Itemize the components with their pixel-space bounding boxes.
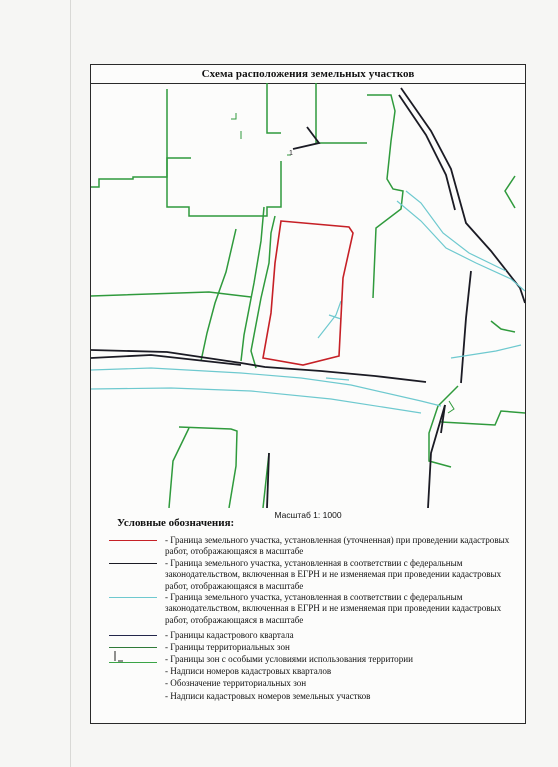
legend-item-text: - Граница земельного участка, установленная в соответствии с федеральным законодательством, включенная в ЕГРН и не изменяемая при проведении кадастровых работ, отображающаяся в масштабе — [165, 558, 502, 591]
legend-swatch-red — [109, 540, 157, 541]
legend-item-text: - Надписи номеров кадастровых кварталов — [165, 666, 332, 676]
legend-swatch-black — [109, 563, 157, 564]
legend — [91, 65, 525, 725]
legend-item-text: - Обозначение территориальных зон — [165, 678, 307, 688]
scale-label: Масштаб 1: 1000 — [274, 510, 342, 520]
legend-swatch-green-dark — [109, 647, 157, 648]
scheme-sheet — [90, 64, 526, 724]
legend-item-text: - Граница земельного участка, установленная в соответствии с федеральным законодательством, включенная в ЕГРН и не изменяемая при проведении кадастровых работ, отображающаяся в масштабе — [165, 592, 502, 625]
parcel-number-label: 1 — [289, 150, 293, 157]
legend-swatch-navy — [109, 635, 157, 636]
legend-item-text: - Границы территориальных зон — [165, 642, 290, 652]
zone-marker-icon — [113, 649, 127, 663]
scan-edge — [70, 0, 71, 767]
legend-item-text: - Границы кадастрового квартала — [165, 630, 294, 640]
legend-swatch-cyan — [109, 597, 157, 598]
scheme-title: Схема расположения земельных участков — [91, 65, 525, 84]
legend-title: Условные обозначения: — [117, 517, 235, 529]
legend-item-text: - Граница земельного участка, установленная (уточненная) при проведении кадастровых работ, отображающаяся в масштабе — [165, 535, 510, 557]
legend-item-text: - Границы зон с особыми условиями использования территории — [165, 654, 413, 664]
legend-item-text: - Надписи кадастровых номеров земельных участков — [165, 691, 371, 701]
